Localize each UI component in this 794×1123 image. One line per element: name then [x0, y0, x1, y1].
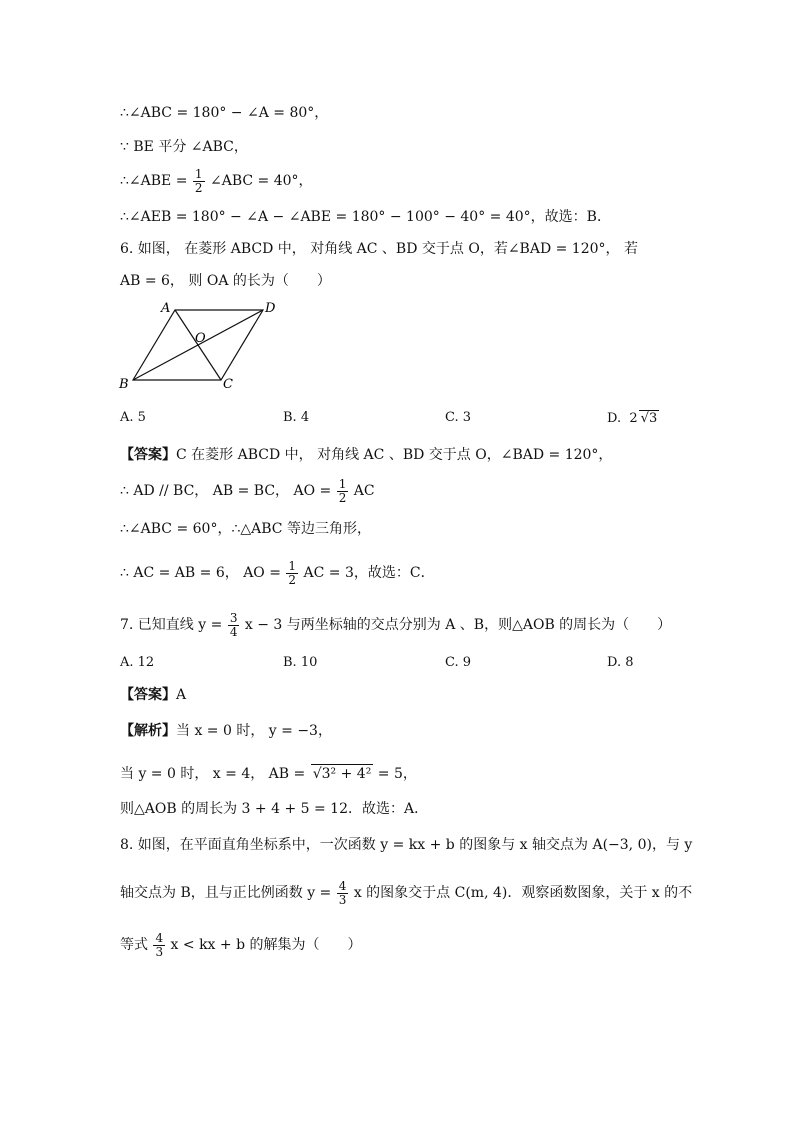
q6-solution-1: ∴ AD // BC， AB = BC， AO = $\frac{1}{2}$ AC — [120, 476, 375, 505]
q7-analysis-2: 当 y = 0 时， x = 4， AB = √3² + 4² = 5， — [120, 766, 417, 782]
q6-option-b: B. 4 — [283, 410, 310, 425]
q6-option-a: A. 5 — [120, 410, 146, 425]
q6-answer: 【答案】C 在菱形 ABCD 中， 对角线 AC 、BD 交于点 O，∠BAD = 120°， — [120, 447, 613, 463]
q7-analysis-3: 则△AOB 的周长为 3 + 4 + 5 = 12．故选：A． — [120, 801, 429, 817]
q7-option-d: D. 8 — [607, 655, 634, 670]
text: ∴∠ABE = — [120, 173, 188, 189]
q8-line-3: 等式 $\frac{4}{3}$ x < kx + b 的解集为（ ） — [120, 930, 362, 959]
q6-stem-line-2: AB = 6， 则 OA 的长为（ ） — [120, 273, 331, 289]
label-c: C — [223, 377, 233, 392]
text: ∠ABC = 40°， — [209, 173, 313, 189]
fraction: $\frac{1}{2}$ — [288, 558, 297, 587]
label-b: B — [119, 377, 129, 392]
q6-option-c: C. 3 — [445, 410, 472, 425]
fraction: $\frac{4}{3}$ — [155, 930, 164, 959]
rhombus-figure — [115, 298, 295, 398]
q7-option-a: A. 12 — [120, 655, 155, 670]
q6-solution-2: ∴∠ABC = 60°，∴△ABC 等边三角形， — [120, 521, 371, 537]
q7-option-b: B. 10 — [283, 655, 318, 670]
fraction: $\frac{1}{2}$ — [194, 166, 203, 195]
q7-analysis-1: 【解析】当 x = 0 时， y = −3， — [120, 723, 332, 739]
q6-solution-3: ∴ AC = AB = 6， AO = $\frac{1}{2}$ AC = 3，故选：C． — [120, 558, 435, 587]
label-d: D — [265, 301, 276, 316]
solution-line-1: ∴∠ABC = 180° − ∠A = 80°， — [120, 105, 329, 121]
q6-option-d: D. 2 √3 — [607, 411, 658, 426]
solution-line-2: ∵ BE 平分 ∠ABC， — [120, 139, 248, 155]
sqrt-symbol: √3² + 4² — [312, 766, 372, 782]
q8-line-1: 8. 如图，在平面直角坐标系中，一次函数 y = kx + b 的图象与 x 轴交点为 A(−3, 0)，与 y — [120, 837, 693, 853]
q7-answer: 【答案】A — [120, 687, 187, 703]
q8-line-2: 轴交点为 B，且与正比例函数 y = $\frac{4}{3}$ x 的图象交于点 C(m, 4)．观察函数图象，关于 x 的不 — [120, 878, 693, 907]
label-o: O — [195, 331, 206, 346]
fraction: $\frac{3}{4}$ — [229, 610, 238, 639]
q6-stem-line-1: 6. 如图， 在菱形 ABCD 中， 对角线 AC 、BD 交于点 O，若∠BAD = 120°， 若 — [120, 241, 638, 257]
label-a: A — [161, 301, 171, 316]
fraction: $\frac{4}{3}$ — [338, 878, 347, 907]
fraction: $\frac{1}{2}$ — [338, 476, 347, 505]
solution-line-3 — [120, 166, 313, 196]
solution-line-4: ∴∠AEB = 180° − ∠A − ∠ABE = 180° − 100° − 40° = 40°，故选：B． — [120, 209, 611, 225]
sqrt-symbol: √3 — [640, 411, 658, 426]
q7-option-c: C. 9 — [445, 655, 472, 670]
q7-stem: 7. 已知直线 y = $\frac{3}{4}$ x − 3 与两坐标轴的交点分别为 A 、B，则△AOB 的周长为（ ） — [120, 610, 672, 639]
